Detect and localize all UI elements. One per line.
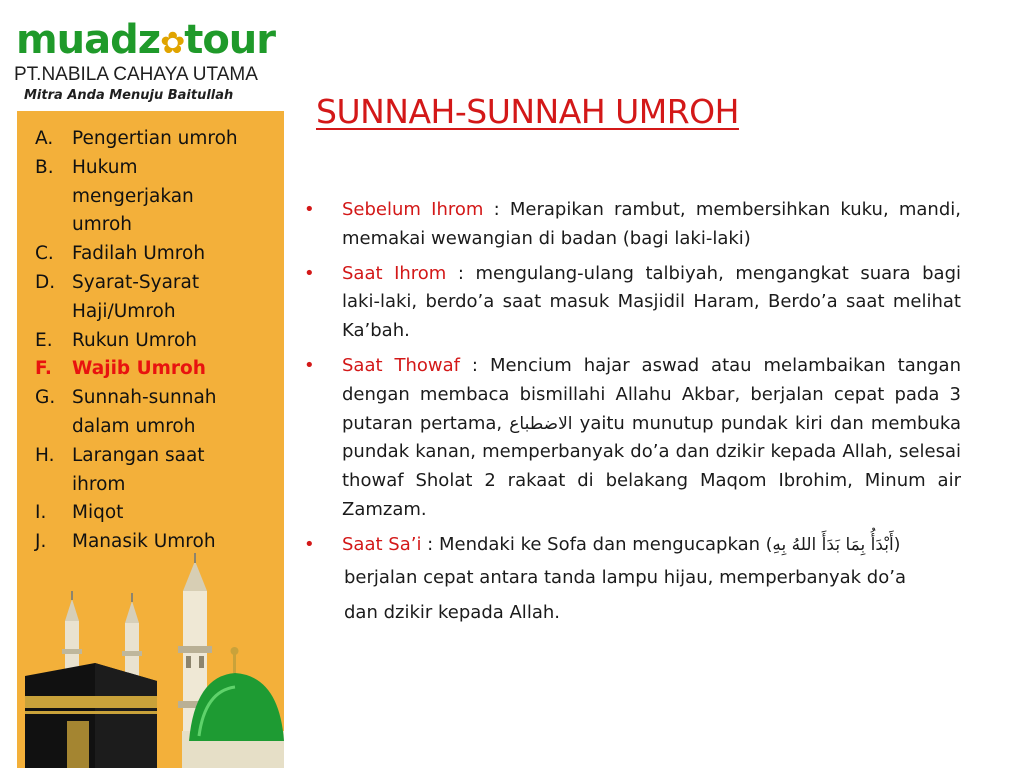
item-text: : mengulang-ulang talbiyah, mengangkat suara bagi laki-laki, berdo’a saat masuk Masjidil Haram, Berdo’a saat melihat Ka’bah. [342,262,961,342]
sidebar [17,111,284,768]
logo-word-right: tour [184,17,276,63]
item-text-continued: yaitu munutup pundak kiri dan membuka pundak kanan, memperbanyak do’a dan dzikir kepada Allah, selesai thowaf Sholat 2 rakaat di belakang Maqom Ibrohim, Minum air Zamzam. [342,412,961,520]
item-heading: Saat Thowaf [342,354,460,376]
sidebar-item-rukun[interactable] [17,327,284,356]
page-title: SUNNAH-SUNNAH UMROH [316,92,739,131]
sidebar-item-marker: C. [35,243,54,265]
bullet-icon: • [304,199,315,220]
sidebar-item-larangan[interactable] [17,442,284,500]
sidebar-item-hukum[interactable] [17,154,284,240]
logo-emblem-icon: ✿ [160,26,185,61]
sidebar-item-label: Miqot [72,502,124,524]
item-arabic-term: الاضطباع [509,413,573,434]
sidebar-item-marker: D. [35,271,56,293]
sidebar-item-label: Manasik Umroh [72,531,216,553]
sidebar-item-marker: F. [35,358,52,380]
list-item-saat-thowaf [303,352,961,525]
sidebar-item-marker: H. [35,444,55,466]
sidebar-item-marker: G. [35,387,56,409]
sai-continuation-line-2: dan dzikir kepada Allah. [344,601,560,623]
logo-company-name: PT.NABILA CAHAYA UTAMA [14,64,258,85]
sidebar-item-wajib[interactable] [17,355,284,384]
sidebar-item-miqot[interactable] [17,499,284,528]
sidebar-item-label: Wajib Umroh [72,358,206,380]
logo-wordmark [16,12,275,72]
sidebar-item-marker: I. [35,502,47,524]
sidebar-item-marker: B. [35,156,54,178]
sidebar-menu [17,125,284,557]
sidebar-item-marker: J. [35,531,47,553]
sidebar-item-label: Larangan saat ihrom [72,444,205,495]
logo-tagline: Mitra Anda Menuju Baitullah [24,88,234,103]
sidebar-item-sunnah[interactable] [17,384,284,442]
sidebar-item-fadilah[interactable] [17,240,284,269]
list-item-saat-ihrom [303,260,961,346]
item-heading: Saat Ihrom [342,262,447,284]
logo-word-left: muadz [16,17,161,63]
item-heading: Saat Sa’i [342,533,422,555]
company-logo [12,12,292,107]
item-heading: Sebelum Ihrom [342,199,484,220]
bullet-icon: • [304,354,315,376]
sidebar-item-marker: E. [35,329,53,351]
item-text: : Mendaki ke Sofa dan mengucapkan [421,533,766,555]
sidebar-item-label: Hukum mengerjakan umroh [72,156,194,236]
list-item-sebelum-ihrom [303,196,961,254]
sidebar-item-marker: A. [35,128,54,149]
sidebar-item-label: Fadilah Umroh [72,243,206,265]
sidebar-item-syarat[interactable] [17,269,284,327]
kaaba [25,663,157,768]
sai-continuation-line-1: berjalan cepat antara tanda lampu hijau, memperbanyak do’a [344,566,906,588]
content-list [303,196,961,630]
list-item-saat-sai [303,531,961,560]
bullet-icon: • [304,262,315,284]
kaaba-mosque-illustration [17,551,284,768]
sidebar-item-label: Pengertian umroh [72,128,238,149]
sidebar-item-label: Rukun Umroh [72,329,198,351]
item-arabic-phrase: (أَبْدَأُ بِمَا بَدَأَ اللهُ بِهِ) [765,534,901,555]
bullet-icon: • [304,533,315,555]
item-text: : Merapikan rambut, membersihkan kuku, mandi, memakai wewangian di badan (bagi laki-laki) [342,199,961,249]
item-text: : Mencium hajar aswad atau melambaikan tangan dengan membaca bismillahi Allahu Akbar, berjalan cepat pada 3 putaran pertama, [342,354,961,434]
sidebar-item-pengertian[interactable] [17,125,284,154]
sidebar-item-label: Syarat-Syarat Haji/Umroh [72,271,200,322]
sidebar-item-label: Sunnah-sunnah dalam umroh [72,387,217,437]
